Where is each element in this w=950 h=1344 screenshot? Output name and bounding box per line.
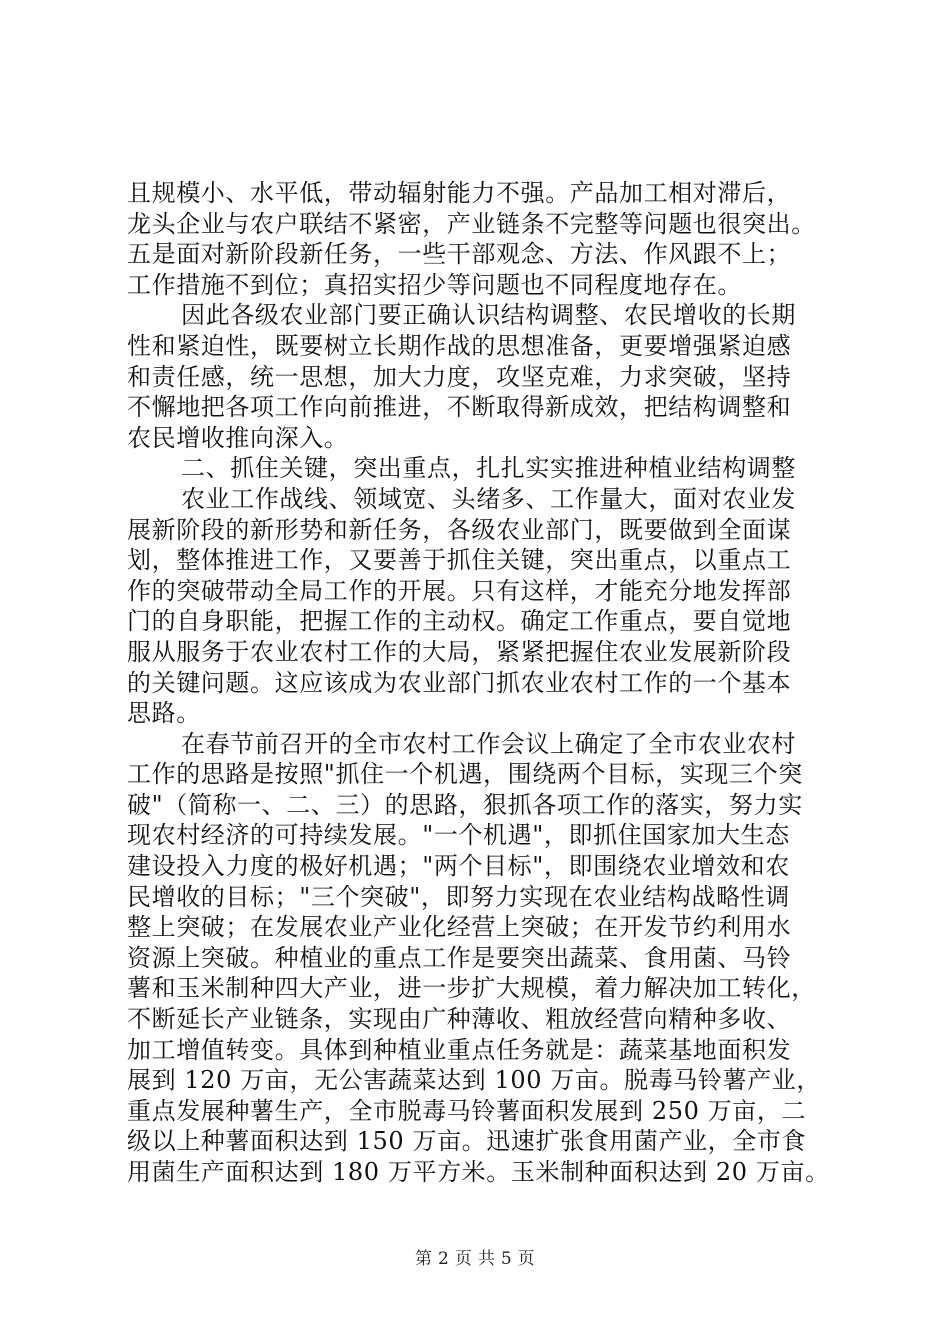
text-line: 和责任感，统一思想，加大力度，攻坚克难，力求突破，坚持: [127, 362, 792, 391]
text-line: 门的自身职能，把握工作的主动权。确定工作重点，要自觉地: [127, 607, 792, 636]
text-line: 级以上种薯面积达到 150 万亩。迅速扩张食用菌产业，全市食: [127, 1127, 807, 1156]
text-line: 资源上突破。种植业的重点工作是要突出蔬菜、食用菌、马铃: [127, 943, 792, 972]
text-line: 重点发展种薯生产，全市脱毒马铃薯面积发展到 250 万亩，二: [127, 1096, 807, 1125]
paragraph-start-line: 农业工作战线、领域宽、头绪多、工作量大，面对农业发: [181, 484, 796, 513]
paragraph-start-line: 因此各级农业部门要正确认识结构调整、农民增收的长期: [181, 301, 796, 330]
text-line: 划，整体推进工作，又要善于抓住关键，突出重点，以重点工: [127, 546, 792, 575]
paragraph-start-line: 在春节前召开的全市农村工作会议上确定了全市农业农村: [181, 729, 796, 758]
text-line: 民增收的目标；"三个突破"，即努力实现在农业结构战略性调: [127, 882, 790, 911]
text-line: 五是面对新阶段新任务，一些干部观念、方法、作风跟不上；: [127, 240, 792, 269]
page-number-footer: 第 2 页 共 5 页: [415, 1249, 535, 1269]
text-line: 破"（简称一、二、三）的思路，狠抓各项工作的落实，努力实: [127, 790, 803, 819]
text-line: 龙头企业与农户联结不紧密，产业链条不完整等问题也很突出。: [127, 209, 816, 238]
text-line: 工作措施不到位；真招实招少等问题也不同程度地存在。: [127, 270, 742, 299]
text-line: 展到 120 万亩，无公害蔬菜达到 100 万亩。脱毒马铃薯产业，: [127, 1066, 821, 1095]
text-line: 作的突破带动全局工作的开展。只有这样，才能充分地发挥部: [127, 576, 792, 605]
text-line: 加工增值转变。具体到种植业重点任务就是：蔬菜基地面积发: [127, 1035, 792, 1064]
body-text: [127, 178, 837, 1188]
section-heading: 二、抓住关键，突出重点，扎扎实实推进种植业结构调整: [181, 454, 796, 483]
text-line: 性和紧迫性，既要树立长期作战的思想准备，更要增强紧迫感: [127, 331, 792, 360]
text-line: 用菌生产面积达到 180 万平方米。玉米制种面积达到 20 万亩。: [127, 1158, 830, 1186]
text-line: 不断延长产业链条，实现由广种薄收、粗放经营向精种多收、: [127, 1005, 792, 1034]
text-line: 农民增收推向深入。: [127, 423, 349, 452]
text-line: 建设投入力度的极好机遇；"两个目标"，即围绕农业增效和农: [127, 852, 790, 881]
text-line: 不懈地把各项工作向前推进，不断取得新成效，把结构调整和: [127, 393, 792, 422]
text-line: 展新阶段的新形势和新任务，各级农业部门，既要做到全面谋: [127, 515, 792, 544]
text-line: 思路。: [127, 699, 201, 728]
text-line: 整上突破；在发展农业产业化经营上突破；在开发节约利用水: [127, 913, 792, 942]
text-line: 且规模小、水平低，带动辐射能力不强。产品加工相对滞后，: [127, 179, 792, 207]
text-line: 工作的思路是按照"抓住一个机遇，围绕两个目标，实现三个突: [127, 760, 803, 789]
text-line: 现农村经济的可持续发展。"一个机遇"，即抓住国家加大生态: [127, 821, 790, 850]
text-line: 服从服务于农业农村工作的大局，紧紧把握住农业发展新阶段: [127, 637, 792, 666]
text-line: 的关键问题。这应该成为农业部门抓农业农村工作的一个基本: [127, 668, 792, 697]
text-line: 薯和玉米制种四大产业，进一步扩大规模，着力解决加工转化，: [127, 974, 816, 1003]
